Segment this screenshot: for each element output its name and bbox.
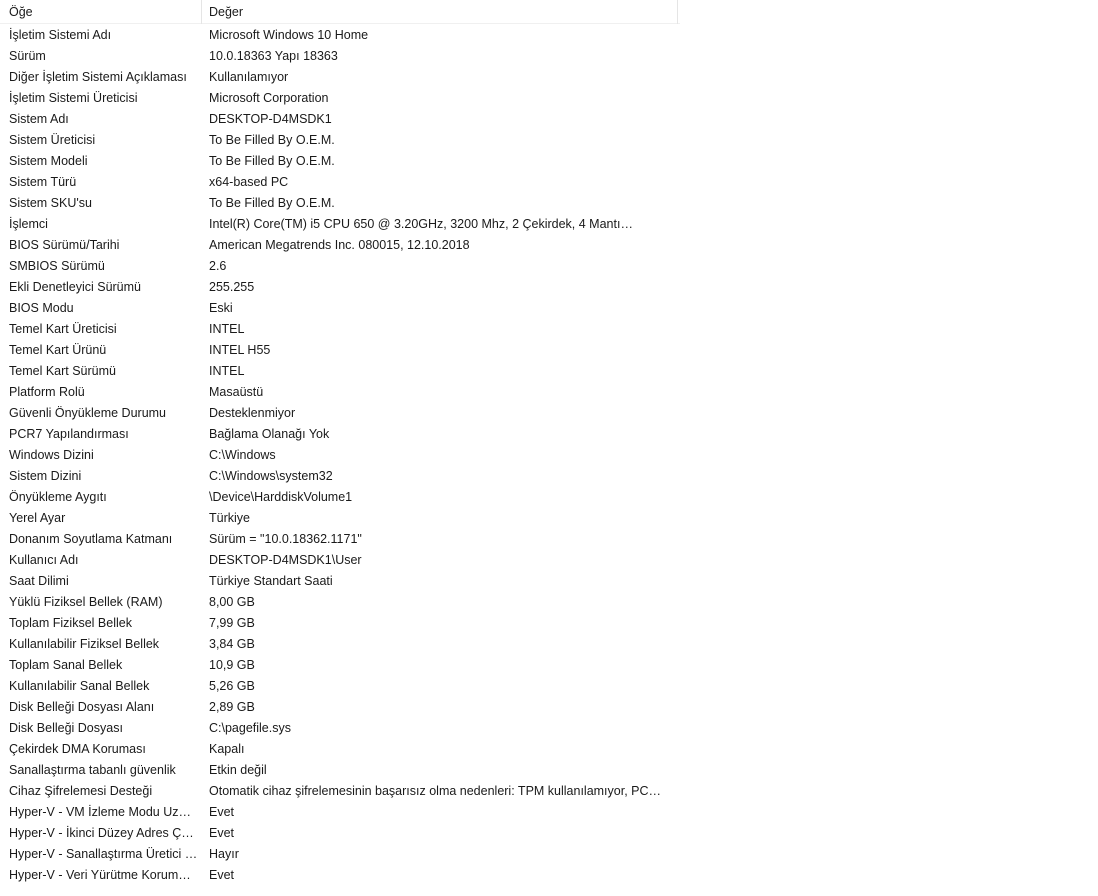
row-item-value: 10,9 GB (209, 658, 255, 672)
row-item-name: Diğer İşletim Sistemi Açıklaması (9, 70, 187, 84)
row-item-value: Evet (209, 868, 235, 882)
row-item-value: INTEL (209, 364, 245, 378)
row-item-name: BIOS Sürümü/Tarihi (9, 238, 120, 252)
row-item-name: Donanım Soyutlama Katmanı (9, 532, 173, 546)
row-item-name: Sistem Modeli (9, 154, 88, 168)
table-row[interactable] (0, 46, 680, 67)
row-item-value: 2,89 GB (209, 700, 255, 714)
row-item-name: Hyper-V - Veri Yürütme Korum… (9, 868, 191, 882)
row-item-name: Cihaz Şifrelemesi Desteği (9, 784, 153, 798)
row-item-value: Evet (209, 805, 235, 819)
row-item-value: 3,84 GB (209, 637, 255, 651)
row-item-name: Önyükleme Aygıtı (9, 490, 107, 504)
table-row[interactable] (0, 697, 680, 718)
row-item-name: Yüklü Fiziksel Bellek (RAM) (9, 595, 163, 609)
row-item-value: C:\Windows\system32 (209, 469, 333, 483)
row-item-value: Bağlama Olanağı Yok (209, 427, 330, 441)
row-item-value: C:\Windows (209, 448, 276, 462)
table-row[interactable] (0, 172, 680, 193)
table-row[interactable] (0, 550, 680, 571)
row-item-name: Toplam Sanal Bellek (9, 658, 123, 672)
row-item-value: Etkin değil (209, 763, 267, 777)
table-row[interactable] (0, 739, 680, 760)
table-row[interactable] (0, 655, 680, 676)
table-row[interactable] (0, 319, 680, 340)
table-row[interactable] (0, 487, 680, 508)
row-item-value: Masaüstü (209, 385, 264, 399)
row-item-value: 7,99 GB (209, 616, 255, 630)
row-item-value: 10.0.18363 Yapı 18363 (209, 49, 338, 63)
row-item-value: x64-based PC (209, 175, 289, 189)
list-rows (0, 25, 680, 886)
table-row[interactable] (0, 466, 680, 487)
row-item-name: Temel Kart Sürümü (9, 364, 116, 378)
table-row[interactable] (0, 193, 680, 214)
table-row[interactable] (0, 67, 680, 88)
row-item-value: Hayır (209, 847, 239, 861)
column-header-value[interactable]: Değer (202, 0, 678, 24)
row-item-value: Kullanılamıyor (209, 70, 289, 84)
row-item-name: Kullanılabilir Fiziksel Bellek (9, 637, 160, 651)
row-item-name: Sanallaştırma tabanlı güvenlik (9, 763, 176, 777)
row-item-value: INTEL H55 (209, 343, 271, 357)
table-row[interactable] (0, 277, 680, 298)
table-row[interactable] (0, 361, 680, 382)
table-row[interactable] (0, 592, 680, 613)
row-item-value: 255.255 (209, 280, 255, 294)
table-row[interactable] (0, 298, 680, 319)
row-item-name: Hyper-V - İkinci Düzey Adres Ç… (9, 826, 194, 840)
row-item-value: Desteklenmiyor (209, 406, 296, 420)
row-item-name: Sistem SKU'su (9, 196, 92, 210)
row-item-name: Hyper-V - VM İzleme Modu Uz… (9, 805, 191, 819)
row-item-name: İşletim Sistemi Adı (9, 28, 112, 42)
row-item-name: Toplam Fiziksel Bellek (9, 616, 132, 630)
row-item-value: Eski (209, 301, 233, 315)
table-row[interactable] (0, 634, 680, 655)
row-item-value: To Be Filled By O.E.M. (209, 154, 335, 168)
row-item-name: Sürüm (9, 49, 46, 63)
row-item-name: Disk Belleği Dosyası (9, 721, 123, 735)
row-item-value: \Device\HarddiskVolume1 (209, 490, 353, 504)
row-item-value: Otomatik cihaz şifrelemesinin başarısız olma nedenleri: TPM kullanılamıyor, PC… (209, 784, 662, 798)
row-item-name: Çekirdek DMA Koruması (9, 742, 146, 756)
row-item-name: Kullanıcı Adı (9, 553, 79, 567)
row-item-name: Kullanılabilir Sanal Bellek (9, 679, 150, 693)
table-row[interactable] (0, 613, 680, 634)
column-header-item[interactable]: Öğe (0, 0, 202, 24)
row-item-value: 2.6 (209, 259, 227, 273)
row-item-name: Sistem Türü (9, 175, 77, 189)
table-row[interactable] (0, 718, 680, 739)
row-item-value: C:\pagefile.sys (209, 721, 291, 735)
row-item-value: Türkiye (209, 511, 250, 525)
table-row[interactable] (0, 844, 680, 865)
row-item-value: DESKTOP-D4MSDK1 (209, 112, 332, 126)
row-item-value: Intel(R) Core(TM) i5 CPU 650 @ 3.20GHz, 3200 Mhz, 2 Çekirdek, 4 Mantı… (209, 217, 633, 231)
row-item-value: INTEL (209, 322, 245, 336)
row-item-value: American Megatrends Inc. 080015, 12.10.2018 (209, 238, 470, 252)
row-item-value: 8,00 GB (209, 595, 255, 609)
table-row[interactable] (0, 25, 680, 46)
row-item-value: 5,26 GB (209, 679, 255, 693)
row-item-name: Temel Kart Üreticisi (9, 322, 117, 336)
list-header (0, 0, 680, 24)
row-item-name: Hyper-V - Sanallaştırma Üretici … (9, 847, 198, 861)
table-row[interactable] (0, 340, 680, 361)
table-row[interactable] (0, 235, 680, 256)
table-row[interactable] (0, 403, 680, 424)
row-item-value: To Be Filled By O.E.M. (209, 196, 335, 210)
row-item-name: Güvenli Önyükleme Durumu (9, 406, 167, 420)
table-row[interactable] (0, 823, 680, 844)
row-item-name: Temel Kart Ürünü (9, 343, 107, 357)
table-row[interactable] (0, 781, 680, 802)
row-item-name: Sistem Adı (9, 112, 69, 126)
row-item-name: Saat Dilimi (9, 574, 69, 588)
table-row[interactable] (0, 109, 680, 130)
row-item-name: Windows Dizini (9, 448, 94, 462)
row-item-name: Sistem Dizini (9, 469, 82, 483)
row-item-value: DESKTOP-D4MSDK1\User (209, 553, 362, 567)
table-row[interactable] (0, 865, 680, 886)
row-item-name: Sistem Üreticisi (9, 133, 96, 147)
table-row[interactable] (0, 445, 680, 466)
row-item-value: Türkiye Standart Saati (209, 574, 333, 588)
table-row[interactable] (0, 802, 680, 823)
row-item-name: PCR7 Yapılandırması (9, 427, 129, 441)
row-item-name: BIOS Modu (9, 301, 74, 315)
table-row[interactable] (0, 571, 680, 592)
table-row[interactable] (0, 529, 680, 550)
row-item-name: Ekli Denetleyici Sürümü (9, 280, 141, 294)
table-row[interactable] (0, 382, 680, 403)
row-item-name: İşlemci (9, 217, 48, 231)
table-row[interactable] (0, 214, 680, 235)
table-row[interactable] (0, 130, 680, 151)
row-item-value: Evet (209, 826, 235, 840)
row-item-value: Microsoft Corporation (209, 91, 329, 105)
table-row[interactable] (0, 676, 680, 697)
row-item-name: Yerel Ayar (9, 511, 66, 525)
row-item-value: Microsoft Windows 10 Home (209, 28, 369, 42)
table-row[interactable] (0, 88, 680, 109)
table-row[interactable] (0, 508, 680, 529)
row-item-value: To Be Filled By O.E.M. (209, 133, 335, 147)
row-item-name: SMBIOS Sürümü (9, 259, 105, 273)
table-row[interactable] (0, 760, 680, 781)
table-row[interactable] (0, 424, 680, 445)
row-item-name: İşletim Sistemi Üreticisi (9, 91, 138, 105)
row-item-value: Kapalı (209, 742, 245, 756)
row-item-name: Disk Belleği Dosyası Alanı (9, 700, 155, 714)
table-row[interactable] (0, 256, 680, 277)
row-item-value: Sürüm = "10.0.18362.1171" (209, 532, 362, 546)
table-row[interactable] (0, 151, 680, 172)
row-item-name: Platform Rolü (9, 385, 85, 399)
